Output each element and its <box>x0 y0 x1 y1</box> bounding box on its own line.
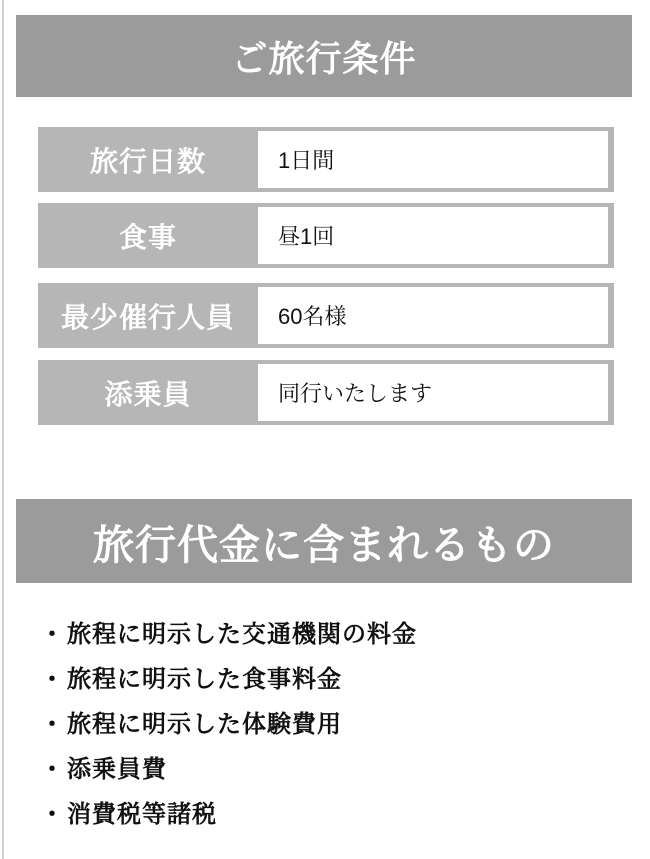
bullet-dot-icon: ・ <box>40 621 65 648</box>
list-item-text: 旅程に明示した食事料金 <box>67 666 342 693</box>
included-items-list <box>40 609 620 834</box>
list-item-text: 添乗員費 <box>67 756 167 783</box>
conditions-section-header <box>16 15 632 97</box>
row-value: 昼1回 <box>258 207 608 264</box>
included-section-header <box>16 499 632 583</box>
row-label: 最少催行人員 <box>60 301 235 333</box>
row-value: 1日間 <box>258 131 608 188</box>
row-value: 同行いたします <box>258 364 608 421</box>
row-label: 旅行日数 <box>89 145 206 177</box>
list-item <box>40 699 620 744</box>
table-row-travel-days <box>38 127 614 192</box>
list-item <box>40 654 620 699</box>
bullet-dot-icon: ・ <box>40 801 65 828</box>
bullet-dot-icon: ・ <box>40 756 65 783</box>
included-section-title: 旅行代金に含まれるもの <box>93 521 555 568</box>
list-item <box>40 789 620 834</box>
page-edge-line <box>2 0 4 859</box>
row-label: 添乗員 <box>104 378 192 410</box>
row-value: 60名様 <box>258 287 608 344</box>
table-row-meals <box>38 203 614 268</box>
bullet-dot-icon: ・ <box>40 711 65 738</box>
list-item-text: 消費税等諸税 <box>67 801 217 828</box>
bullet-dot-icon: ・ <box>40 666 65 693</box>
row-label: 食事 <box>118 221 177 253</box>
table-row-tour-conductor <box>38 360 614 425</box>
list-item-text: 旅程に明示した体験費用 <box>67 711 342 738</box>
table-row-min-participants <box>38 283 614 348</box>
list-item-text: 旅程に明示した交通機関の料金 <box>67 621 417 648</box>
list-item <box>40 744 620 789</box>
conditions-section-title: ご旅行条件 <box>231 37 417 79</box>
list-item <box>40 609 620 654</box>
